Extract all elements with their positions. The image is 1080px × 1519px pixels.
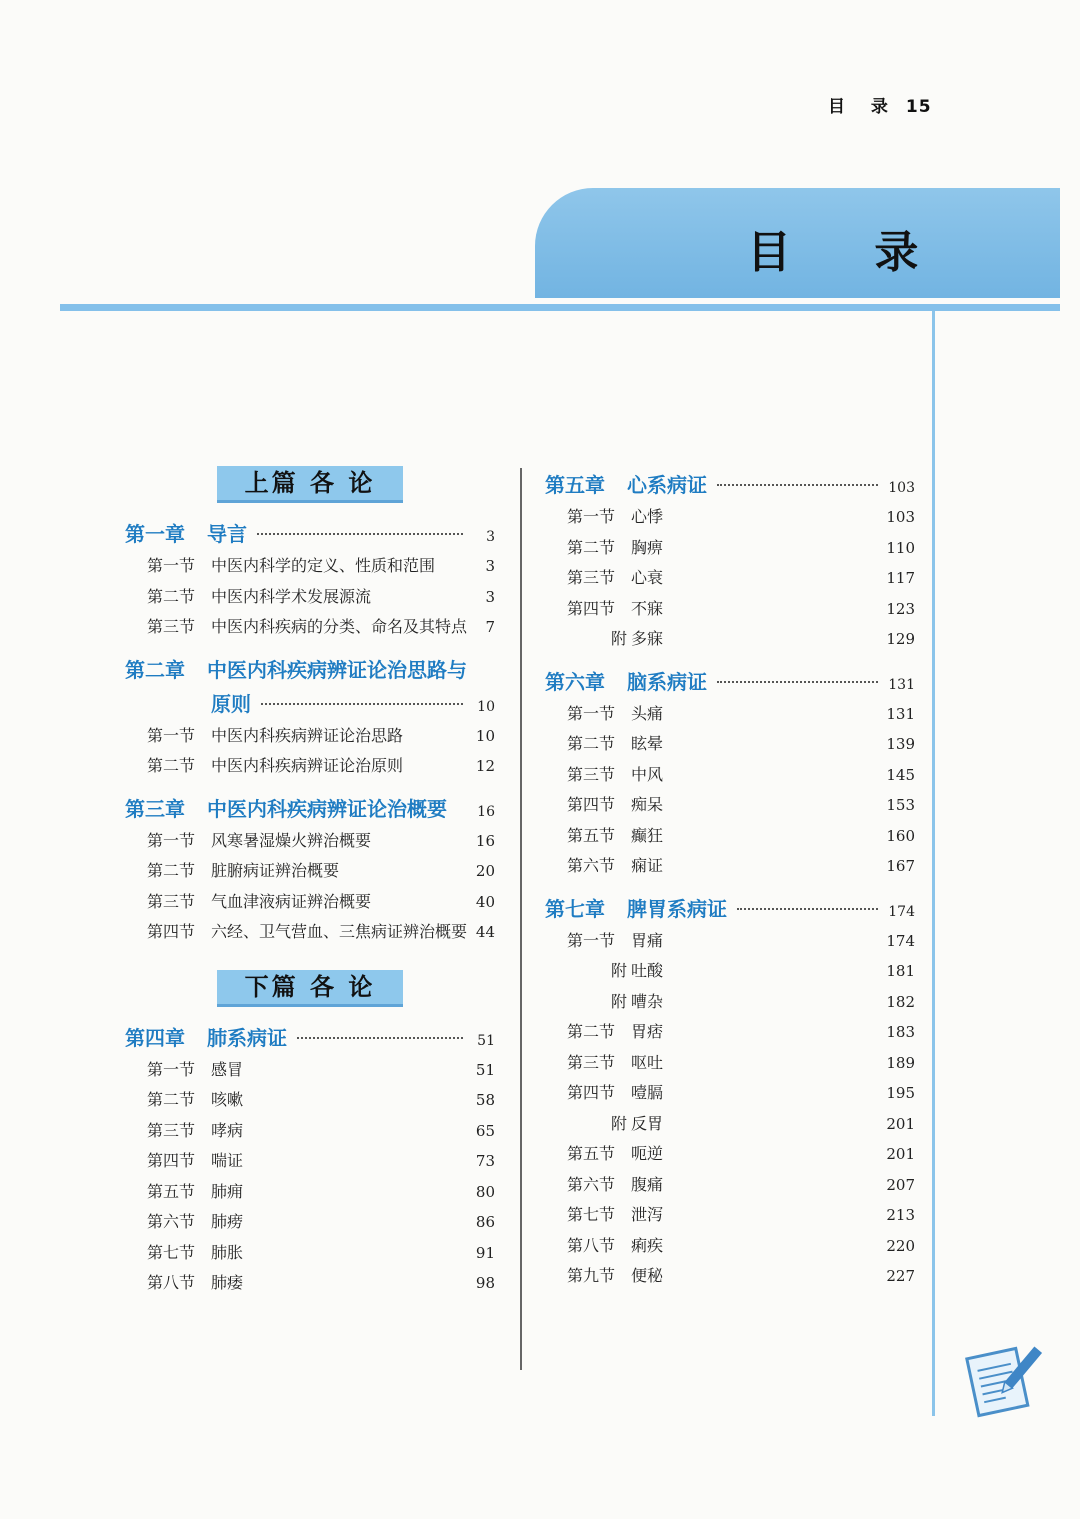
chapter-4[interactable] [125, 1021, 495, 1299]
section-page: 131 [886, 704, 915, 723]
section-entry[interactable] [125, 856, 495, 887]
section-number: 附 [610, 629, 627, 648]
section-title[interactable]: 哮病 [211, 1120, 244, 1140]
section-title[interactable]: 心悸 [631, 507, 664, 526]
section-number: 附 [610, 961, 627, 980]
section-page: 129 [886, 630, 915, 648]
section-entry[interactable] [125, 721, 495, 752]
chapter-5[interactable] [545, 468, 915, 655]
section-number: 附 [610, 1113, 627, 1133]
section-title[interactable]: 胃痛 [631, 930, 664, 950]
section-title[interactable]: 六经、卫气营血、三焦病证辨治概要 [211, 922, 468, 941]
leader-dots [737, 908, 878, 910]
section-title[interactable]: 痴呆 [631, 795, 664, 814]
chapter-number: 第七章 [545, 896, 605, 921]
section-title[interactable]: 嘈杂 [631, 991, 664, 1011]
chapter-page: 16 [477, 803, 495, 820]
leader-dots [261, 703, 463, 705]
section-title[interactable]: 胃痞 [631, 1022, 664, 1041]
section-page: 80 [475, 1182, 495, 1201]
chapter-title[interactable]: 中医内科疾病辨证论治概要 [207, 796, 447, 821]
notebook-pen-icon [962, 1340, 1042, 1420]
section-list [545, 699, 915, 882]
section-entry[interactable] [545, 1048, 915, 1079]
right-rule [932, 311, 935, 1416]
section-page: 181 [886, 962, 915, 980]
toc-right-column [545, 468, 915, 1302]
section-number: 第三节 [567, 764, 616, 784]
section-page: 103 [886, 508, 915, 526]
section-number: 第二节 [147, 756, 196, 775]
chapter-1[interactable] [125, 517, 495, 643]
section-number: 第四节 [147, 922, 196, 941]
section-page: 160 [886, 826, 915, 845]
section-page: 189 [886, 1053, 915, 1072]
section-page: 123 [886, 599, 915, 618]
section-number: 第三节 [147, 617, 196, 636]
appendix-entry[interactable] [545, 987, 915, 1018]
section-entry[interactable] [545, 821, 915, 852]
appendix-entry[interactable] [545, 1109, 915, 1140]
section-page: 117 [886, 569, 915, 587]
section-title[interactable]: 痢疾 [631, 1235, 664, 1255]
chapter-title[interactable]: 导言 [207, 522, 247, 546]
section-number: 第六节 [567, 1174, 616, 1194]
section-title[interactable]: 多寐 [631, 629, 664, 648]
section-number: 第五节 [147, 1181, 196, 1201]
section-number: 第八节 [147, 1273, 196, 1292]
chapter-number: 第二章 [125, 657, 185, 682]
section-page: 44 [475, 923, 495, 941]
section-list [125, 551, 495, 643]
part-heading-lower-label: 下篇 各 论 [217, 970, 403, 1007]
section-number: 第二节 [567, 537, 616, 557]
section-title[interactable]: 脏腑病证辨治概要 [211, 861, 340, 880]
section-page: 182 [886, 992, 915, 1011]
section-title[interactable]: 中风 [631, 764, 664, 784]
section-list [125, 826, 495, 948]
chapter-number: 第一章 [125, 522, 185, 546]
section-page: 51 [475, 1060, 495, 1079]
section-number: 第八节 [567, 1235, 616, 1255]
chapter-page: 174 [888, 903, 915, 920]
section-page: 227 [886, 1267, 915, 1285]
section-number: 附 [610, 991, 627, 1011]
section-page: 7 [485, 618, 495, 636]
section-entry[interactable] [125, 887, 495, 918]
chapter-page: 103 [888, 480, 915, 496]
chapter-page: 51 [477, 1032, 495, 1049]
section-number: 第六节 [567, 856, 616, 875]
page-title: 目 录 [747, 227, 953, 278]
section-title[interactable]: 不寐 [631, 598, 664, 618]
section-page: 195 [886, 1084, 915, 1102]
leader-dots [297, 1037, 463, 1039]
section-page: 201 [886, 1145, 915, 1163]
section-entry[interactable] [545, 699, 915, 730]
section-title[interactable]: 腹痛 [631, 1174, 664, 1194]
chapter-number: 第三章 [125, 796, 185, 821]
section-title[interactable]: 肺胀 [211, 1242, 244, 1262]
section-title[interactable]: 眩晕 [631, 734, 664, 753]
section-list [545, 502, 915, 655]
section-number: 第一节 [567, 930, 616, 950]
section-page: 10 [475, 726, 495, 745]
section-title[interactable]: 咳嗽 [211, 1090, 244, 1109]
chapter-6[interactable] [545, 665, 915, 882]
appendix-entry[interactable] [545, 956, 915, 987]
section-number: 第三节 [567, 1052, 616, 1072]
section-number: 第六节 [147, 1212, 196, 1231]
section-entry[interactable] [125, 1207, 495, 1238]
section-entry[interactable] [125, 612, 495, 643]
section-entry[interactable] [125, 1085, 495, 1116]
band-line [60, 304, 1060, 311]
section-number: 第四节 [567, 1083, 616, 1102]
section-page: 167 [886, 857, 915, 875]
section-title[interactable]: 感冒 [211, 1059, 244, 1079]
section-page: 73 [475, 1152, 495, 1170]
section-entry[interactable] [125, 917, 495, 948]
section-page: 98 [475, 1274, 495, 1292]
section-title[interactable]: 中医内科疾病的分类、命名及其特点 [211, 617, 468, 636]
section-title[interactable]: 肺痨 [211, 1212, 244, 1231]
section-page: 91 [475, 1243, 495, 1262]
section-number: 第二节 [147, 1090, 196, 1109]
part-heading-upper [125, 466, 495, 503]
section-number: 第二节 [567, 1022, 616, 1041]
section-page: 220 [886, 1236, 915, 1255]
section-title[interactable]: 呕吐 [631, 1052, 664, 1072]
section-title[interactable]: 中医内科学术发展源流 [211, 586, 372, 606]
section-entry[interactable] [125, 551, 495, 582]
section-page: 201 [886, 1114, 915, 1133]
part-heading-lower [125, 970, 495, 1007]
section-title[interactable]: 肺痿 [211, 1273, 244, 1292]
leader-dots [717, 484, 878, 486]
section-list [125, 1055, 495, 1299]
section-number: 第三节 [567, 568, 616, 587]
section-entry[interactable] [125, 1146, 495, 1177]
section-entry[interactable] [545, 851, 915, 882]
chapter-7[interactable] [545, 892, 915, 1292]
section-title[interactable]: 喘证 [211, 1151, 244, 1170]
section-number: 第二节 [567, 734, 616, 753]
section-title[interactable]: 呃逆 [631, 1144, 664, 1163]
title-band [535, 188, 1060, 298]
section-entry[interactable] [125, 826, 495, 857]
section-entry[interactable] [545, 926, 915, 957]
section-title[interactable]: 便秘 [631, 1266, 664, 1285]
section-number: 第三节 [147, 891, 196, 911]
section-page: 86 [475, 1213, 495, 1231]
section-entry[interactable] [545, 1170, 915, 1201]
section-entry[interactable] [545, 1017, 915, 1048]
section-page: 58 [475, 1091, 495, 1109]
section-entry[interactable] [545, 1139, 915, 1170]
leader-dots [717, 681, 878, 683]
chapter-page: 3 [486, 529, 495, 545]
section-number: 第一节 [567, 507, 616, 526]
section-page: 183 [886, 1023, 915, 1041]
section-entry[interactable] [545, 790, 915, 821]
section-entry[interactable] [545, 563, 915, 594]
page-number: 15 [905, 97, 932, 117]
section-entry[interactable] [545, 760, 915, 791]
section-number: 第一节 [147, 556, 196, 575]
section-number: 第一节 [147, 830, 196, 850]
section-title[interactable]: 痫证 [631, 856, 664, 875]
section-entry[interactable] [125, 1268, 495, 1299]
section-entry[interactable] [125, 1238, 495, 1269]
appendix-entry[interactable] [545, 624, 915, 655]
section-number: 第四节 [567, 598, 616, 618]
section-entry[interactable] [545, 729, 915, 760]
section-page: 20 [475, 862, 495, 880]
chapter-2[interactable] [125, 653, 495, 782]
section-page: 3 [485, 587, 495, 606]
section-number: 第二节 [147, 861, 196, 880]
section-number: 第五节 [567, 1144, 616, 1163]
leader-space [457, 808, 463, 810]
section-title[interactable]: 头痛 [631, 703, 664, 723]
chapter-3[interactable] [125, 792, 495, 948]
section-number: 第一节 [147, 725, 196, 745]
section-page: 145 [886, 765, 915, 784]
section-number: 第四节 [567, 795, 616, 814]
running-title: 目 录 [828, 97, 898, 117]
section-list [545, 926, 915, 1292]
chapter-title[interactable]: 肺系病证 [207, 1025, 287, 1050]
section-title[interactable]: 胸痹 [631, 537, 664, 557]
section-number: 第七节 [567, 1205, 616, 1224]
leader-dots [257, 533, 463, 535]
chapter-page: 131 [888, 676, 915, 693]
section-entry[interactable] [545, 1261, 915, 1292]
chapter-title[interactable]: 脾胃系病证 [627, 896, 727, 921]
section-title[interactable]: 心衰 [631, 568, 664, 587]
chapter-number: 第五章 [545, 473, 605, 497]
section-number: 第五节 [567, 825, 616, 845]
section-page: 174 [886, 931, 915, 950]
section-number: 第七节 [147, 1242, 196, 1262]
section-page: 65 [475, 1121, 495, 1140]
section-entry[interactable] [125, 1055, 495, 1086]
section-entry[interactable] [545, 502, 915, 533]
column-divider [520, 468, 522, 1370]
section-title[interactable]: 反胃 [631, 1113, 664, 1133]
section-number: 第四节 [147, 1151, 196, 1170]
section-page: 16 [475, 831, 495, 850]
section-list [125, 721, 495, 782]
chapter-title-continued[interactable]: 原则 [211, 691, 251, 716]
section-page: 3 [485, 557, 495, 575]
chapter-number: 第四章 [125, 1025, 185, 1050]
chapter-title[interactable]: 中医内科疾病辨证论治思路与 [207, 657, 467, 682]
section-page: 12 [475, 757, 495, 775]
chapter-title[interactable]: 脑系病证 [627, 669, 707, 694]
section-entry[interactable] [125, 1177, 495, 1208]
section-entry[interactable] [545, 1078, 915, 1109]
section-entry[interactable] [125, 751, 495, 782]
section-number: 第三节 [147, 1120, 196, 1140]
section-title[interactable]: 中医内科疾病辨证论治原则 [211, 756, 404, 775]
section-page: 139 [886, 735, 915, 753]
toc-left-column [125, 466, 495, 1309]
section-entry[interactable] [545, 533, 915, 564]
section-title[interactable]: 泄泻 [631, 1205, 664, 1224]
section-number: 第一节 [147, 1059, 196, 1079]
section-page: 153 [886, 796, 915, 814]
running-header [828, 92, 932, 117]
section-page: 213 [886, 1206, 915, 1224]
section-entry[interactable] [545, 1231, 915, 1262]
section-page: 207 [886, 1175, 915, 1194]
section-number: 第二节 [147, 586, 196, 606]
section-entry[interactable] [125, 1116, 495, 1147]
chapter-title[interactable]: 心系病证 [627, 473, 707, 497]
section-title[interactable]: 噎膈 [631, 1083, 664, 1102]
part-heading-upper-label: 上篇 各 论 [217, 466, 403, 503]
section-page: 40 [475, 892, 495, 911]
section-title[interactable]: 肺痈 [211, 1181, 244, 1201]
section-page: 110 [886, 538, 915, 557]
section-title[interactable]: 中医内科疾病辨证论治思路 [211, 725, 404, 745]
section-entry[interactable] [125, 582, 495, 613]
chapter-page: 10 [477, 698, 495, 715]
section-entry[interactable] [545, 1200, 915, 1231]
section-title[interactable]: 风寒暑湿燥火辨治概要 [211, 830, 372, 850]
section-title[interactable]: 癫狂 [631, 825, 664, 845]
section-number: 第九节 [567, 1266, 616, 1285]
chapter-number: 第六章 [545, 669, 605, 694]
section-number: 第一节 [567, 703, 616, 723]
section-entry[interactable] [545, 594, 915, 625]
section-title[interactable]: 气血津液病证辨治概要 [211, 891, 372, 911]
section-title[interactable]: 吐酸 [631, 961, 664, 980]
section-title[interactable]: 中医内科学的定义、性质和范围 [211, 556, 436, 575]
